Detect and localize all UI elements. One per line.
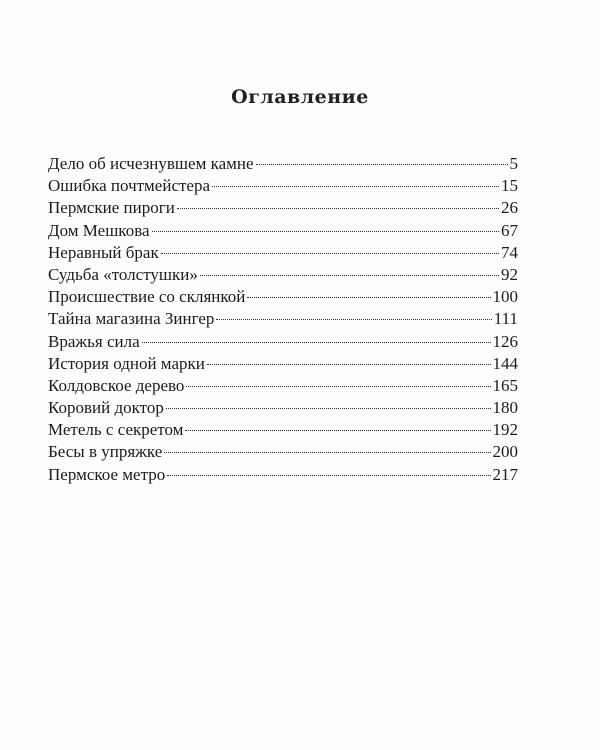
dot-leader bbox=[256, 164, 508, 165]
toc-entry-title: Вражья сила bbox=[48, 331, 140, 351]
toc-entry-page: 26 bbox=[501, 198, 518, 218]
dot-leader bbox=[200, 275, 499, 276]
toc-entry-title: Тайна магазина Зингер bbox=[48, 309, 215, 329]
dot-leader bbox=[212, 186, 499, 187]
toc-entry-title: Метель с секретом bbox=[48, 420, 184, 440]
toc-entry-title: Колдовское дерево bbox=[48, 375, 185, 395]
toc-entry bbox=[48, 242, 518, 264]
toc-entry bbox=[48, 197, 518, 219]
dot-leader bbox=[207, 364, 491, 365]
toc-entry-title: Пермские пироги bbox=[48, 198, 175, 218]
toc-entry-page: 111 bbox=[493, 309, 518, 329]
toc-entry-page: 144 bbox=[492, 353, 518, 373]
toc-entry bbox=[48, 153, 518, 175]
toc-entry-title: Дом Мешкова bbox=[48, 220, 150, 240]
toc-entry-page: 74 bbox=[501, 242, 518, 262]
toc-entry-title: Коровий доктор bbox=[48, 398, 164, 418]
toc-entry-page: 126 bbox=[492, 331, 518, 351]
dot-leader bbox=[247, 297, 490, 298]
toc-entry-page: 100 bbox=[492, 287, 518, 307]
toc-entry-title: Неравный брак bbox=[48, 242, 159, 262]
toc-entry bbox=[48, 175, 518, 197]
dot-leader bbox=[177, 208, 499, 209]
toc-entry-title: Судьба «толстушки» bbox=[48, 264, 198, 284]
dot-leader bbox=[216, 319, 491, 320]
toc-entry-page: 217 bbox=[492, 464, 518, 484]
toc-entry-page: 5 bbox=[509, 154, 518, 173]
toc-entry-title: Происшествие со склянкой bbox=[48, 287, 246, 307]
toc-entry bbox=[48, 441, 518, 463]
toc-entry-page: 67 bbox=[501, 220, 518, 240]
toc-entry bbox=[48, 308, 518, 330]
toc-entry bbox=[48, 220, 518, 242]
toc-entry-page: 192 bbox=[492, 420, 518, 440]
toc-entry bbox=[48, 464, 518, 486]
page-title: Оглавление bbox=[231, 86, 369, 108]
toc-entry-page: 165 bbox=[492, 375, 518, 395]
toc-entry bbox=[48, 286, 518, 308]
toc-entry bbox=[48, 375, 518, 397]
dot-leader bbox=[152, 231, 499, 232]
toc-entry-title: Дело об исчезнувшем камне bbox=[48, 154, 254, 173]
toc-entry-title: История одной марки bbox=[48, 353, 205, 373]
toc-entry bbox=[48, 331, 518, 353]
dot-leader bbox=[142, 342, 491, 343]
dot-leader bbox=[161, 253, 499, 254]
toc-entry-title: Бесы в упряжке bbox=[48, 442, 163, 462]
toc-entry-page: 92 bbox=[501, 264, 518, 284]
toc-entry-title: Пермское метро bbox=[48, 464, 166, 484]
toc-entry-page: 200 bbox=[492, 442, 518, 462]
dot-leader bbox=[167, 475, 490, 476]
dot-leader bbox=[166, 408, 491, 409]
toc-entry-page: 15 bbox=[501, 176, 518, 196]
table-of-contents bbox=[48, 153, 518, 486]
dot-leader bbox=[185, 430, 490, 431]
toc-entry-title: Ошибка почтмейстера bbox=[48, 176, 211, 196]
toc-entry bbox=[48, 419, 518, 441]
toc-entry bbox=[48, 353, 518, 375]
toc-entry bbox=[48, 397, 518, 419]
toc-entry bbox=[48, 264, 518, 286]
dot-leader bbox=[164, 452, 490, 453]
toc-entry-page: 180 bbox=[492, 398, 518, 418]
dot-leader bbox=[186, 386, 490, 387]
